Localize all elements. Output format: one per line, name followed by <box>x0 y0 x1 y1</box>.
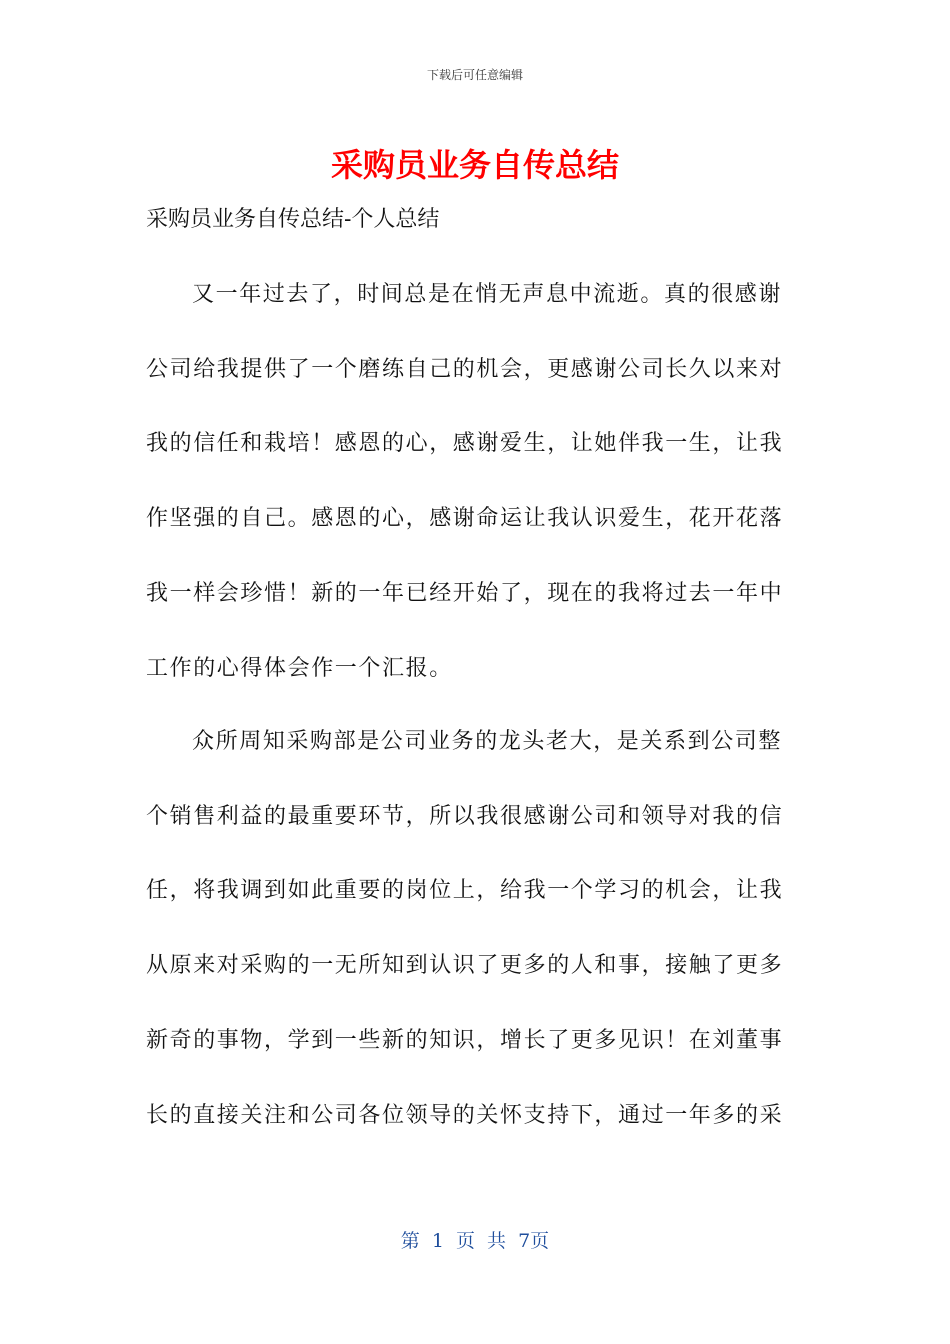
paragraph-line: 工作的心得体会作一个汇报。 <box>146 655 453 681</box>
header-note: 下载后可任意编辑 <box>426 68 523 82</box>
paragraph-1 <box>146 258 796 706</box>
document-subtitle: 采购员业务自传总结-个人总结 <box>146 207 440 232</box>
paragraph-2 <box>146 705 796 1153</box>
page-number: 1 <box>431 1230 444 1252</box>
paragraph-line: 长的直接关注和公司各位领导的关怀支持下，通过一年多的采 <box>146 1102 784 1128</box>
page-label-prefix: 第 <box>400 1230 420 1252</box>
document-title: 采购员业务自传总结 <box>330 146 619 184</box>
paragraph-line: 从原来对采购的一无所知到认识了更多的人和事，接触了更多 <box>146 953 784 979</box>
page-label-mid: 页 共 <box>456 1230 507 1252</box>
paragraph-line: 我一样会珍惜！新的一年已经开始了，现在的我将过去一年中 <box>146 580 784 606</box>
paragraph-line: 我的信任和栽培！感恩的心，感谢爱生，让她伴我一生，让我 <box>146 431 784 457</box>
paragraph-line: 众所周知采购部是公司业务的龙头老大，是关系到公司整 <box>192 729 783 754</box>
total-pages: 7页 <box>518 1230 550 1252</box>
paragraph-line: 个销售利益的最重要环节，所以我很感谢公司和领导对我的信 <box>146 803 784 829</box>
paragraph-line: 新奇的事物，学到一些新的知识，增长了更多见识！在刘董事 <box>146 1027 784 1053</box>
paragraph-line: 公司给我提供了一个磨练自己的机会，更感谢公司长久以来对 <box>146 356 784 382</box>
paragraph-line: 又一年过去了，时间总是在悄无声息中流逝。真的很感谢 <box>192 282 783 307</box>
paragraph-line: 作坚强的自己。感恩的心，感谢命运让我认识爱生，花开花落 <box>146 506 784 532</box>
page-footer <box>0 1226 950 1253</box>
paragraph-line: 任，将我调到如此重要的岗位上，给我一个学习的机会，让我 <box>146 878 784 904</box>
